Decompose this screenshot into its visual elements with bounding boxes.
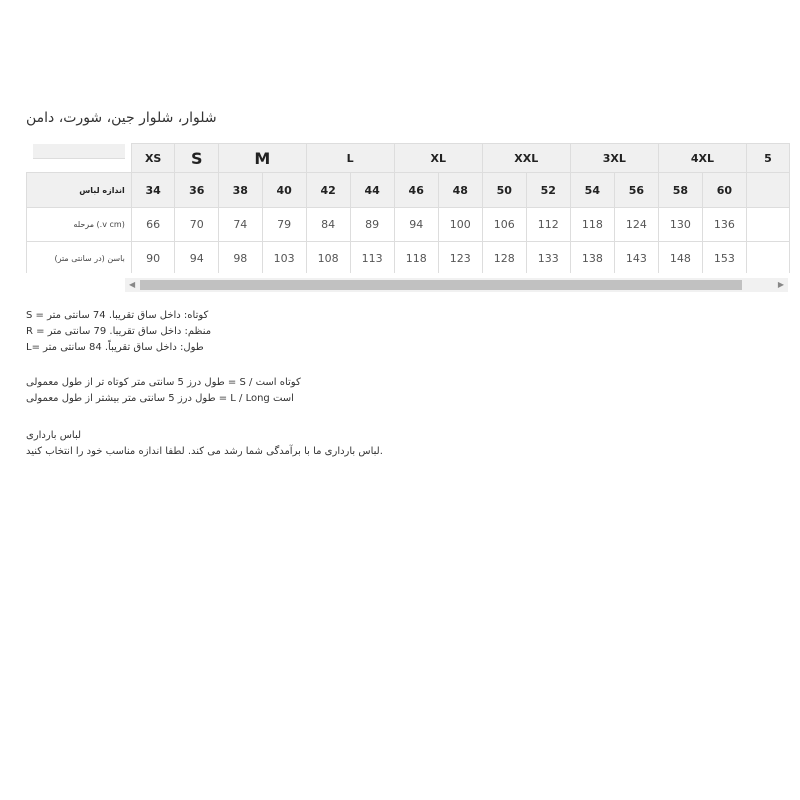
table-cell: 58 — [658, 173, 702, 208]
table-cell: 42 — [306, 173, 350, 208]
maternity-notes — [26, 428, 383, 460]
size-group-m: M — [219, 144, 307, 173]
table-cell: 118 — [570, 208, 614, 242]
table-cell — [746, 242, 789, 274]
table-cell: 50 — [482, 173, 526, 208]
table-cell: 56 — [614, 173, 658, 208]
size-group-5: 5 — [746, 144, 789, 173]
table-cell: 123 — [438, 242, 482, 274]
table-row — [27, 242, 790, 274]
size-group-xs: XS — [131, 144, 175, 173]
note-line: است L / Long = طول درز 5 سانتی متر بیشتر از طول معمولی — [26, 393, 294, 404]
table-cell: 103 — [262, 242, 306, 274]
table-cell: 40 — [262, 173, 306, 208]
table-cell: 48 — [438, 173, 482, 208]
size-group-row — [27, 144, 790, 173]
size-table-container — [26, 143, 790, 273]
size-group-3xl: 3XL — [570, 144, 658, 173]
table-cell: 94 — [394, 208, 438, 242]
horizontal-scrollbar[interactable] — [125, 278, 788, 292]
table-cell: 84 — [306, 208, 350, 242]
table-cell: 98 — [219, 242, 263, 274]
table-cell: 136 — [702, 208, 746, 242]
table-cell: 112 — [526, 208, 570, 242]
note-line: منظم: داخل ساق تقریبا. 79 سانتی متر = R — [26, 326, 212, 337]
table-cell: 118 — [394, 242, 438, 274]
table-cell: 90 — [131, 242, 175, 274]
row-label: اندازه لباس — [27, 173, 132, 208]
table-cell: 106 — [482, 208, 526, 242]
table-cell: 128 — [482, 242, 526, 274]
table-cell: 148 — [658, 242, 702, 274]
row-label: باسن (در سانتی متر) — [27, 242, 132, 274]
table-cell: 79 — [262, 208, 306, 242]
size-group-s: S — [175, 144, 219, 173]
table-cell: 34 — [131, 173, 175, 208]
maternity-title: لباس بارداری — [26, 430, 82, 441]
table-cell: 153 — [702, 242, 746, 274]
scroll-left-icon[interactable]: ◀ — [129, 280, 136, 289]
table-row — [27, 173, 790, 208]
table-cell: 54 — [570, 173, 614, 208]
size-group-xl: XL — [394, 144, 482, 173]
table-cell: 46 — [394, 173, 438, 208]
row-label: (v cm.) مرحله — [27, 208, 132, 242]
table-cell: 66 — [131, 208, 175, 242]
note-line: طول: داخل ساق تقریباً. 84 سانتی متر =L — [26, 342, 204, 353]
table-cell: 133 — [526, 242, 570, 274]
table-cell: 44 — [350, 173, 394, 208]
table-cell: 108 — [306, 242, 350, 274]
note-line: کوتاه: داخل ساق تقریبا. 74 سانتی متر = S — [26, 310, 209, 321]
table-cell: 138 — [570, 242, 614, 274]
table-cell: 89 — [350, 208, 394, 242]
table-cell — [746, 208, 789, 242]
size-group-l: L — [306, 144, 394, 173]
table-cell: 52 — [526, 173, 570, 208]
table-cell: 70 — [175, 208, 219, 242]
corner-cell — [27, 144, 132, 173]
table-cell: 113 — [350, 242, 394, 274]
table-cell: 130 — [658, 208, 702, 242]
table-row — [27, 208, 790, 242]
table-cell: 143 — [614, 242, 658, 274]
inseam-notes — [26, 375, 301, 407]
length-notes — [26, 308, 211, 356]
table-cell: 74 — [219, 208, 263, 242]
table-cell: 94 — [175, 242, 219, 274]
page-title: شلوار، شلوار جین، شورت، دامن — [26, 110, 217, 126]
table-cell — [746, 173, 789, 208]
maternity-text: .لباس بارداری ما با برآمدگی شما رشد می کند. لطفا اندازه مناسب خود را انتخاب کنید — [26, 446, 383, 457]
scrollbar-thumb[interactable] — [140, 280, 742, 290]
table-cell: 38 — [219, 173, 263, 208]
size-group-4xl: 4XL — [658, 144, 746, 173]
size-table — [26, 143, 790, 273]
table-cell: 100 — [438, 208, 482, 242]
size-group-xxl: XXL — [482, 144, 570, 173]
scroll-right-icon[interactable]: ▶ — [777, 280, 784, 289]
table-cell: 60 — [702, 173, 746, 208]
table-cell: 124 — [614, 208, 658, 242]
note-line: کوتاه است / S = طول درز 5 سانتی متر کوتاه تر از طول معمولی — [26, 377, 301, 388]
table-cell: 36 — [175, 173, 219, 208]
